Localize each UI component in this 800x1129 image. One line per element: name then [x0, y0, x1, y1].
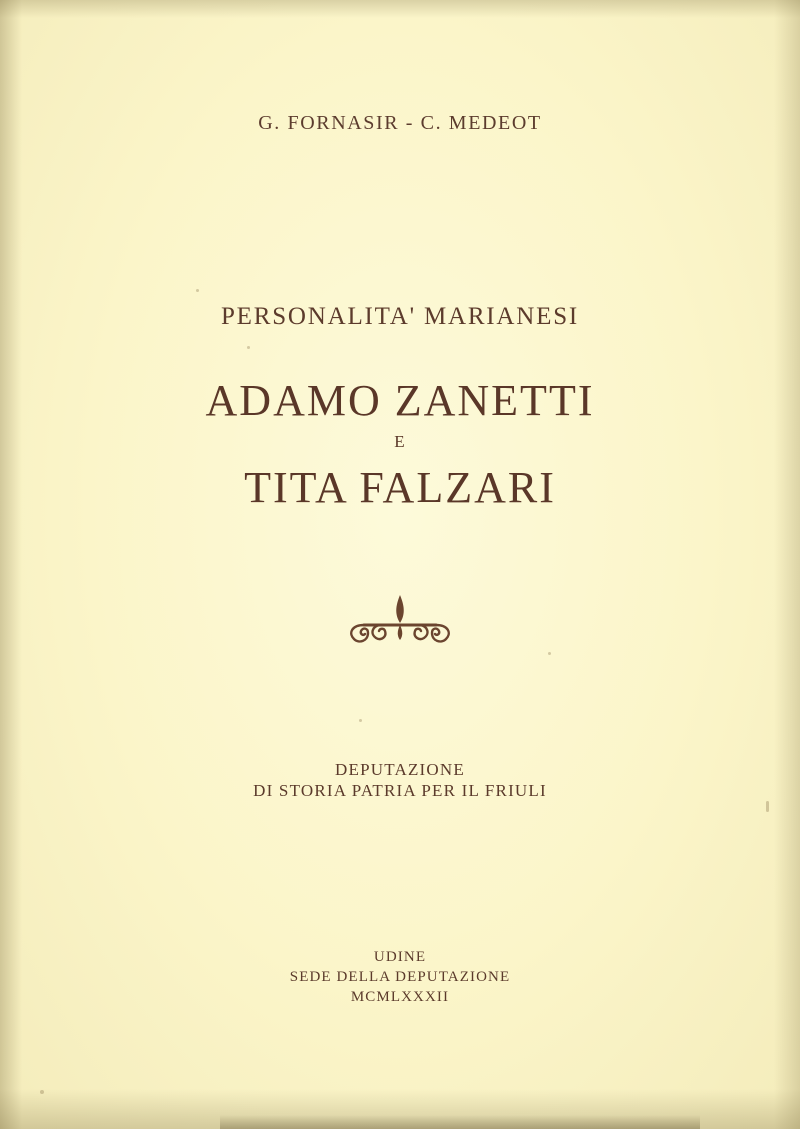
- imprint-city: UDINE: [373, 949, 427, 965]
- main-title: ADAMO ZANETTI: [205, 376, 595, 425]
- authors-line: G. FORNASIR - C. MEDEOT: [258, 112, 542, 134]
- imprint-block: [0, 947, 800, 1007]
- publisher-block: [0, 759, 800, 801]
- imprint-year: MCMLXXXII: [350, 989, 450, 1005]
- floral-scroll-ornament-icon: [0, 588, 800, 652]
- publisher-name: DEPUTAZIONE: [335, 760, 465, 779]
- series-title: PERSONALITA' MARIANESI: [220, 303, 580, 330]
- publisher-subtitle: DI STORIA PATRIA PER IL FRIULI: [253, 781, 547, 800]
- secondary-title: TITA FALZARI: [244, 463, 556, 512]
- title-conjunction: E: [394, 432, 406, 451]
- imprint-seat: SEDE DELLA DEPUTAZIONE: [289, 969, 511, 985]
